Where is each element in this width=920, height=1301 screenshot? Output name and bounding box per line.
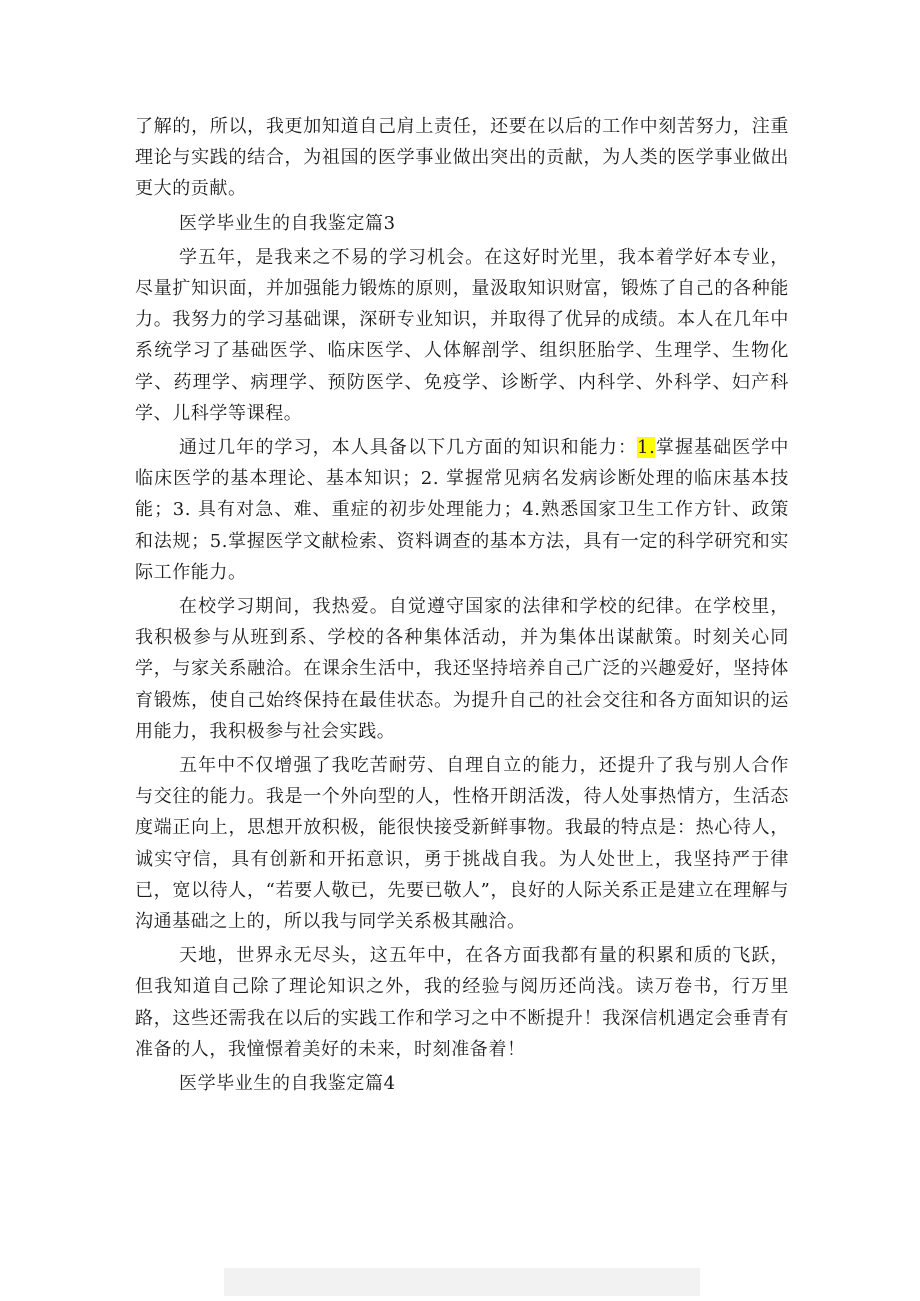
section-heading-3: 医学毕业生的自我鉴定篇3 [179,212,396,234]
paragraph-campus: 在校学习期间，我热爱。自觉遵守国家的法律和学校的纪律。在学校里，我积极参与从班到系、学校的各种集体活动，并为集体出谋献策。时刻关心同学，与家关系融洽。在课余生活中，我还坚持培养自己广泛的兴趣爱好，坚持体育锻炼，使自己始终保持在最佳状态。为提升自己的社会交往和各方面知识的运用能力，我积极参与社会实践。 [135,596,789,742]
abilities-list-text: 掌握基础医学中临床医学的基本理论、基本知识；2. 掌握常见病名发病诊断处理的临床基本技能；3. 具有对急、难、重症的初步处理能力；4.熟悉国家卫生工作方针、政策和法规；5.掌握医学文献检索、资料调查的基本方法，具有一定的科学研究和实际工作能力。 [135,437,789,583]
abilities-intro-text: 通过几年的学习，本人具备以下几方面的知识和能力： [179,437,638,459]
document-body [135,111,789,1099]
intro-paragraph: 了解的，所以，我更加知道自己肩上责任，还要在以后的工作中刻苦努力，注重理论与实践的结合，为祖国的医学事业做出突出的贡献，为人类的医学事业做出更大的贡献。 [135,116,789,200]
paragraph-abilities [135,432,789,588]
paragraph-character: 五年中不仅增强了我吃苦耐劳、自理自立的能力，还提升了我与别人合作与交往的能力。我是一个外向型的人，性格开朗活泼，待人处事热情方，生活态度端正向上，思想开放积极，能很快接受新鲜事物。我最的特点是：热心待人，诚实守信，具有创新和开拓意识，勇于挑战自我。为人处世上，我坚持严于律已，宽以待人，“若要人敬已，先要已敬人”，良好的人际关系正是建立在理解与沟通基础之上的，所以我与同学关系极其融洽。 [135,755,789,933]
section-heading-4: 医学毕业生的自我鉴定篇4 [179,1073,396,1095]
paragraph-outlook: 天地，世界永无尽头，这五年中，在各方面我都有量的积累和质的飞跃，但我知道自己除了理论知识之外，我的经验与阅历还尚浅。读万卷书，行万里路，这些还需我在以后的实践工作和学习之中不断提升！我深信机遇定会垂青有准备的人，我憧憬着美好的未来，时刻准备着！ [135,945,789,1060]
paragraph-study: 学五年，是我来之不易的学习机会。在这好时光里，我本着学好本专业，尽量扩知识面，并加强能力锻炼的原则，量汲取知识财富，锻炼了自己的各种能力。我努力的学习基础课，深研专业知识，并取得了优异的成绩。本人在几年中系统学习了基础医学、临床医学、人体解剖学、组织胚胎学、生理学、生物化学、药理学、病理学、预防医学、免疫学、诊断学、内科学、外科学、妇产科学、儿科学等课程。 [135,246,789,424]
highlighted-number: 1. [637,437,656,459]
footer-band [224,1268,700,1296]
